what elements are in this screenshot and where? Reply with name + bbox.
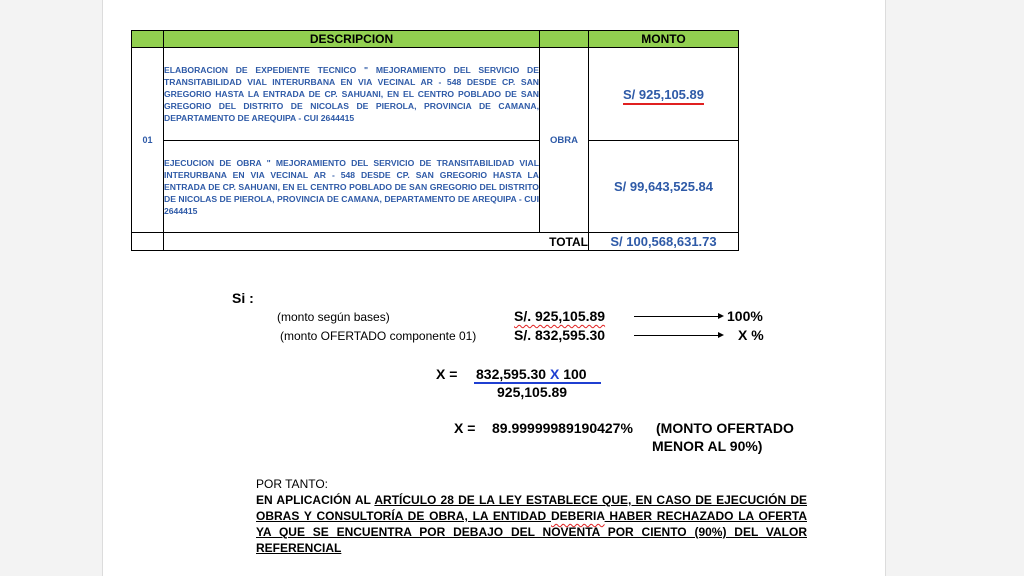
arrow-icon [634, 316, 722, 317]
description-cell: ELABORACION DE EXPEDIENTE TECNICO " MEJORAMIENTO DEL SERVICIO DE TRANSITABILIDAD VIAL INTERURBANA EN VIA VECINAL AR - 548 DESDE CP. SAN GREGORIO HASTA LA ENTRADA DE CP. SAHUANI, EN EL CENTRO POBLADO DE SAN GREGORIO DEL DISTRITO DE NICOLAS DE PIEROLA, PROVINCIA DE CAMANA, DEPARTAMENTO DE AREQUIPA - CUI 2644415 [164, 48, 540, 141]
header-descripcion: DESCRIPCION [164, 31, 540, 48]
header-monto: MONTO [589, 31, 739, 48]
conclusion-flagged-word: DEBERIA [551, 509, 605, 523]
total-label: TOTAL [164, 233, 589, 251]
header-empty-cell [540, 31, 589, 48]
description-cell: EJECUCION DE OBRA " MEJORAMIENTO DEL SERVICIO DE TRANSITABILIDAD VIAL INTERURBANA EN VIA VECINAL AR - 548 DESDE CP. SAN GREGORIO HASTA LA ENTRADA DE CP. SAHUANI, EN EL CENTRO POBLADO DE SAN GREGORIO DEL DISTRITO DE NICOLAS DE PIEROLA, PROVINCIA DE CAMANA, DEPARTAMENTO DE AREQUIPA - CUI 2644415 [164, 141, 540, 233]
offer-amount: S/. 832,595.30 [514, 327, 606, 343]
table-row [132, 141, 739, 233]
conclusion-body [256, 492, 807, 556]
conclusion-underlined-1: ARTÍCULO 28 DE LA LEY ESTABLECE QUE, EN CASO DE EJECUCIÓN DE OBRAS Y CONSULTORÍA DE OBRA, LA ENTIDAD [256, 493, 808, 523]
total-value: S/ 100,568,631.73 [589, 233, 739, 251]
arrow-icon [634, 335, 722, 336]
formula-denominator: 925,105.89 [497, 384, 568, 400]
amount-cell: S/ 99,643,525.84 [589, 141, 739, 233]
formula-x-label: X = [436, 366, 458, 382]
base-amount-note: (monto según bases) [277, 310, 390, 324]
conclusion-lead: EN APLICACIÓN AL [256, 493, 375, 507]
result-x-label: X = [454, 420, 476, 436]
item-number: 01 [132, 48, 164, 233]
result-value: 89.99999989190427% [492, 420, 633, 436]
conclusion-heading: POR TANTO: [256, 477, 329, 491]
table-total-row [132, 233, 739, 251]
times-symbol: X [549, 366, 560, 382]
offer-percent: X % [738, 327, 764, 343]
si-label: Si : [232, 290, 254, 306]
formula-numerator [476, 366, 587, 382]
amount-cell [589, 48, 739, 141]
total-empty-cell [132, 233, 164, 251]
header-empty-cell [132, 31, 164, 48]
numerator-multiplier: 100 [563, 366, 587, 382]
budget-table [131, 30, 739, 251]
type-cell: OBRA [540, 48, 589, 233]
result-note-2: MENOR AL 90%) [652, 438, 763, 454]
result-note-1: (MONTO OFERTADO [656, 420, 794, 436]
conclusion-underlined-2: HABER RECHAZADO LA OFERTA YA QUE SE ENCUENTRA POR DEBAJO DEL NOVENTA POR CIENTO (90%) DEL VALOR REFERENCIAL [256, 509, 807, 555]
table-row [132, 48, 739, 141]
amount-value: S/ 925,105.89 [623, 86, 704, 102]
table-header-row [132, 31, 739, 48]
base-percent: 100% [727, 308, 763, 324]
conclusion-paragraph [256, 476, 807, 556]
base-amount: S/. 925,105.89 [514, 308, 606, 324]
numerator-value: 832,595.30 [476, 366, 547, 382]
offer-amount-note: (monto OFERTADO componente 01) [280, 329, 477, 343]
